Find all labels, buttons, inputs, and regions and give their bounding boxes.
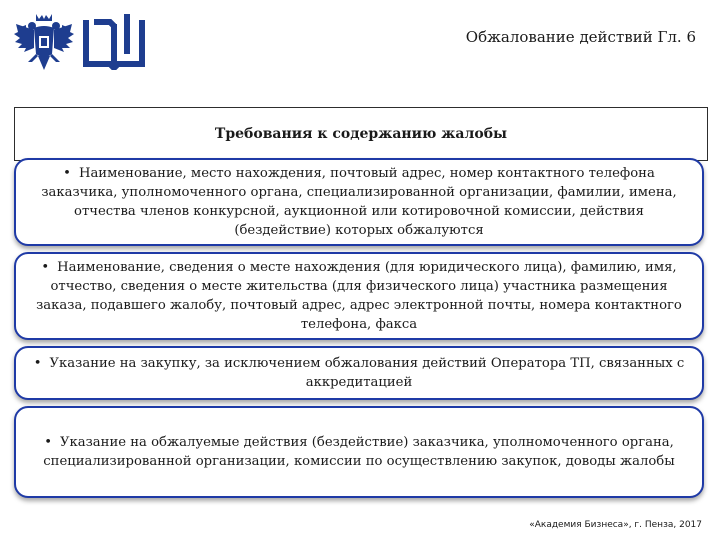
header — [0, 0, 720, 90]
requirement-text — [32, 164, 686, 240]
requirement-text-body: Наименование, место нахождения, почтовый адрес, номер контактного телефона заказчика, уполномоченного органа, специализированной организации, фамилии, имена, отчества членов конкурсной, аукционной или котировочной комиссии, действия (бездействие) которых обжалуются — [41, 166, 677, 238]
book-logo-icon — [80, 12, 148, 70]
slide-title: Обжалование действий Гл. 6 — [465, 28, 696, 46]
section-heading: Требования к содержанию жалобы — [14, 107, 708, 161]
bullet-icon: • — [41, 260, 50, 275]
bullet-icon: • — [63, 166, 71, 181]
requirement-text-body: Наименование, сведения о месте нахождения (для юридического лица), фамилию, имя, отчество, сведения о месте жительства (для физического лица) участника размещения заказа, подавшего жалобу, почтовый адрес, адрес электронной почты, номера контактного телефона, факса — [36, 260, 682, 332]
emblem-eagle-icon — [12, 10, 76, 74]
requirement-card-3 — [14, 346, 704, 400]
bullet-icon: • — [33, 356, 42, 371]
bullet-icon: • — [44, 435, 52, 450]
requirement-card-1 — [14, 158, 704, 246]
requirement-text — [32, 354, 686, 392]
requirement-text-body: Указание на обжалуемые действия (бездействие) заказчика, уполномоченного органа, специализированной организации, комиссии по осуществлению закупок, доводы жалобы — [43, 435, 675, 469]
requirement-card-4 — [14, 406, 704, 498]
footer-credit: «Академия Бизнеса», г. Пенза, 2017 — [529, 520, 702, 530]
requirement-text — [32, 433, 686, 471]
requirement-card-2 — [14, 252, 704, 340]
requirement-text-body: Указание на закупку, за исключением обжалования действий Оператора ТП, связанных с аккредитацией — [49, 356, 685, 390]
requirement-text — [32, 258, 686, 334]
